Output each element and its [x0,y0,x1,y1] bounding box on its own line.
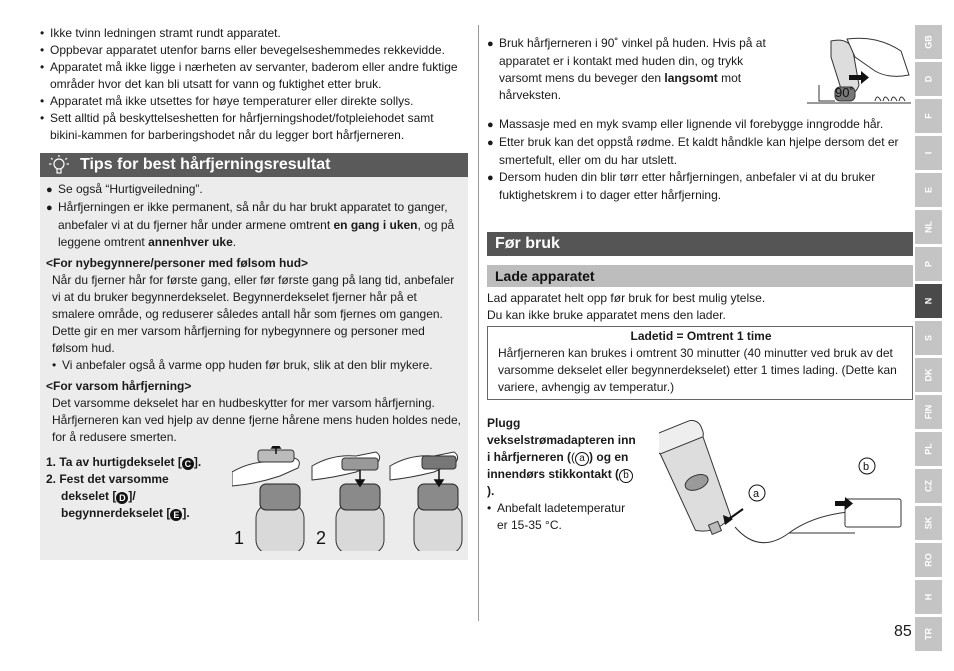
intro-bullet: • Oppbevar apparatet utenfor barns eller bevegelseshemmedes rekkevidde. [40,42,468,59]
page-number: 85 [894,623,912,640]
intro-bullet: • Apparatet må ikke ligge i nærheten av servanter, baderom eller andre fuktige områder hvor det kan bli utsatt for vann og fuktighet etter bruk. [40,59,468,93]
cap-d-badge: D [116,492,128,504]
beginner-subheading: <For nybegynnere/personer med følsom hud> [46,256,309,270]
beginner-bullet: • Vi anbefaler også å varme opp huden før bruk, slik at den blir mykere. [52,357,462,374]
gentle-text: Det varsomme dekselet har en hudbeskytter for mer varsom hårfjerning. Hårfjerneren kan ved hjelp av denne fjerne hårene mens huden holdes nede, for å redusere smerten. [52,396,461,444]
tip-frequency: ● Hårfjerningen er ikke permanent, så når du har brukt apparatet to ganger, anbefaler vi at du fjerner hår under armene omtrent en gang i uken, og på leggene omtrent annenhver uke. [46,199,462,251]
language-tab-label: I [923,151,933,155]
angle-label: 90˚ [835,85,854,100]
language-tab-label: CZ [923,480,933,492]
plug-label-a: a [575,452,589,466]
angle-illustration [797,35,913,111]
intro-bullets [40,25,468,144]
plug-instruction: Plugg vekselstrømadapteren inn i hårfjerneren (( a ) og en innendørs stikkontakt ( b). [487,416,636,498]
fig-label-b: b [863,461,870,473]
language-tab-gb[interactable] [915,25,942,59]
intro-bullet: • Apparatet må ikke utsettes for høye temperaturer eller direkte sollys. [40,93,468,110]
lightbulb-icon [46,154,72,184]
language-tab-label: D [923,75,933,83]
beginner-section [46,272,462,374]
beginner-text: Når du fjerner hår for første gang, eller før første gang på lang tid, anbefaler vi at du bruker begynnerdekselet. Begynnerdekselet fjerner hår på et smalere område, og reduserer således antall hår som fjernes om gangen. Dette gir en mer varsom hårfjerning for nybegynnere og personer med følsom hud. [52,273,455,355]
language-tab-label: RO [923,553,933,567]
after-use-tips [487,116,913,204]
subsection-header: Lade apparatet [487,265,913,287]
language-tab-label: E [923,186,933,194]
language-tab-label: SK [923,516,933,530]
after-use-tip: ● Massasje med en myk svamp eller lignende vil forebygge inngrodde hår. [487,116,913,134]
language-tab-fin[interactable] [915,395,942,429]
language-tabs [915,25,942,654]
intro-bullet: • Sett alltid på beskyttelseshetten for hårfjerningshodet/fotpleiehodet samt bikini-kammen for barberingshodet når du legger bort hårfjerneren. [40,110,468,144]
plug-label-b: b [619,469,633,483]
cap-c-badge: C [182,458,194,470]
plug-section [487,415,913,555]
fig-label-a: a [753,488,760,500]
language-tab-label: P [923,260,933,268]
step-attach-cap: 2. Fest det varsomme dekselet [ D ]/ begynnerdekselet [ E ]. [46,472,190,520]
language-tab-tr[interactable] [915,617,942,651]
charge-temp-bullet: • Anbefalt ladetemperatur er 15-35 °C. [487,500,637,534]
fig-label-2: 2 [316,528,327,548]
left-column [40,25,468,560]
tips-title: Tips for best hårfjerningsresultat [80,156,331,173]
language-tab-label: S [923,334,933,342]
fig-label-1: 1 [234,528,245,548]
language-tab-dk[interactable] [915,358,942,392]
language-tab-label: GB [923,35,933,49]
language-tab-label: FIN [923,404,933,420]
cap-e-badge: E [170,509,182,521]
language-tab-label: F [923,113,933,119]
gentle-subheading: <For varsom hårfjerning> [46,379,192,393]
right-column [487,35,913,555]
charge-line-1: Lad apparatet helt opp før bruk for best mulig ytelse. [487,291,766,305]
language-tab-d[interactable] [915,62,942,96]
angle-tip [487,35,913,104]
language-tab-p[interactable] [915,247,942,281]
language-tab-n[interactable] [915,284,942,318]
column-divider [478,25,479,621]
language-tab-sk[interactable] [915,506,942,540]
tip-see-quick-guide: ● Se også “Hurtigveiledning”. [46,181,462,199]
language-tab-nl[interactable] [915,210,942,244]
language-tab-label: NL [923,221,933,233]
language-tab-ro[interactable] [915,543,942,577]
language-tab-e[interactable] [915,173,942,207]
step-remove-cap: 1. Ta av hurtigdekselet [ C ]. [46,455,202,469]
after-use-tip: ● Etter bruk kan det oppstå rødme. Et kaldt håndkle kan hjelpe dersom det er smertefult, eller om du har utslett. [487,134,913,169]
charge-time-box [487,326,913,400]
cap-steps [46,454,462,554]
language-tab-f[interactable] [915,99,942,133]
language-tab-pl[interactable] [915,432,942,466]
language-tab-i[interactable] [915,136,942,170]
charge-time-title: Ladetid = Omtrent 1 time [630,329,772,343]
charging-illustration [659,415,913,550]
language-tab-label: H [923,593,933,601]
language-tab-label: TR [923,628,933,640]
after-use-tip: ● Dersom huden din blir tørr etter hårfjerningen, anbefaler vi at du bruker fuktighetskrem i to dager etter hårfjerning. [487,169,913,204]
angle-tip-text: ● Bruk hårfjerneren i 90˚ vinkel på huden. Hvis på at apparatet er i kontakt med huden din, og trykk varsomt mens du beveger den langsomt mot hårveksten. [487,35,777,104]
cap-change-illustration [232,446,472,551]
language-tab-label: N [923,297,933,305]
language-tab-h[interactable] [915,580,942,614]
language-tab-label: PL [923,443,933,455]
charge-time-text: Hårfjerneren kan brukes i omtrent 30 minutter (40 minutter ved bruk av det varsomme dekselet eller begynnerdekselet) etter 1 times lading. (Dette kan variere, avhengig av temperatur.) [498,346,897,394]
section-header: Før bruk [487,232,913,256]
tips-header [40,153,468,177]
intro-bullet: • Ikke tvinn ledningen stramt rundt apparatet. [40,25,468,42]
language-tab-s[interactable] [915,321,942,355]
language-tab-label: DK [923,368,933,382]
tips-body [40,177,468,560]
language-tab-cz[interactable] [915,469,942,503]
charge-line-2: Du kan ikke bruke apparatet mens den lader. [487,308,726,322]
